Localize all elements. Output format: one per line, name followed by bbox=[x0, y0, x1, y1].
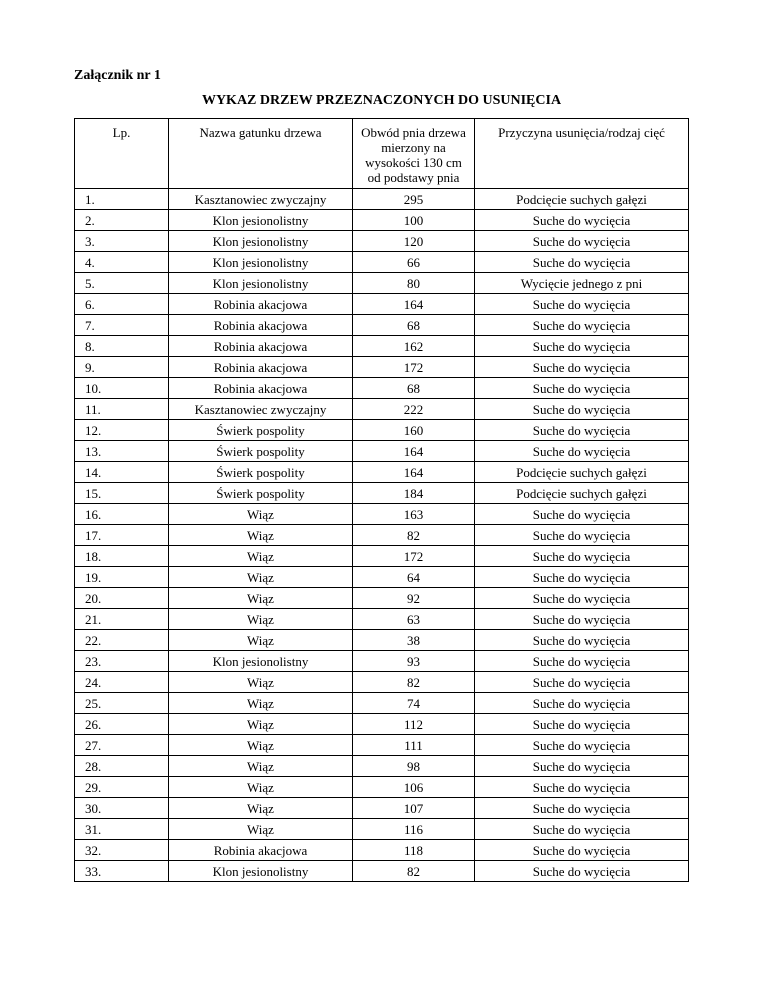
cell-reason: Suche do wycięcia bbox=[475, 651, 689, 672]
cell-species: Wiąz bbox=[169, 672, 353, 693]
cell-circumference: 172 bbox=[353, 357, 475, 378]
cell-species: Klon jesionolistny bbox=[169, 231, 353, 252]
table-row bbox=[75, 504, 689, 525]
table-row bbox=[75, 357, 689, 378]
cell-lp: 5. bbox=[75, 273, 169, 294]
cell-species: Robinia akacjowa bbox=[169, 378, 353, 399]
cell-species: Wiąz bbox=[169, 798, 353, 819]
cell-lp: 3. bbox=[75, 231, 169, 252]
table-header-row bbox=[75, 119, 689, 189]
cell-reason: Podcięcie suchych gałęzi bbox=[475, 189, 689, 210]
cell-lp: 33. bbox=[75, 861, 169, 882]
table-row bbox=[75, 798, 689, 819]
table-row bbox=[75, 231, 689, 252]
cell-species: Robinia akacjowa bbox=[169, 294, 353, 315]
cell-lp: 25. bbox=[75, 693, 169, 714]
cell-lp: 24. bbox=[75, 672, 169, 693]
table-row bbox=[75, 588, 689, 609]
cell-circumference: 120 bbox=[353, 231, 475, 252]
cell-reason: Suche do wycięcia bbox=[475, 441, 689, 462]
table-row bbox=[75, 252, 689, 273]
table-row bbox=[75, 630, 689, 651]
column-header-lp: Lp. bbox=[75, 119, 169, 189]
cell-lp: 28. bbox=[75, 756, 169, 777]
cell-species: Wiąz bbox=[169, 609, 353, 630]
cell-reason: Podcięcie suchych gałęzi bbox=[475, 462, 689, 483]
cell-lp: 29. bbox=[75, 777, 169, 798]
cell-lp: 7. bbox=[75, 315, 169, 336]
table-row bbox=[75, 567, 689, 588]
cell-circumference: 66 bbox=[353, 252, 475, 273]
cell-circumference: 106 bbox=[353, 777, 475, 798]
cell-lp: 26. bbox=[75, 714, 169, 735]
table-row bbox=[75, 756, 689, 777]
cell-circumference: 164 bbox=[353, 441, 475, 462]
cell-circumference: 162 bbox=[353, 336, 475, 357]
table-row bbox=[75, 651, 689, 672]
cell-reason: Suche do wycięcia bbox=[475, 399, 689, 420]
cell-circumference: 118 bbox=[353, 840, 475, 861]
cell-circumference: 82 bbox=[353, 672, 475, 693]
cell-lp: 27. bbox=[75, 735, 169, 756]
cell-circumference: 64 bbox=[353, 567, 475, 588]
cell-species: Świerk pospolity bbox=[169, 483, 353, 504]
cell-lp: 1. bbox=[75, 189, 169, 210]
cell-lp: 31. bbox=[75, 819, 169, 840]
cell-species: Kasztanowiec zwyczajny bbox=[169, 399, 353, 420]
cell-reason: Suche do wycięcia bbox=[475, 714, 689, 735]
document-title: WYKAZ DRZEW PRZEZNACZONYCH DO USUNIĘCIA bbox=[201, 93, 562, 108]
cell-reason: Suche do wycięcia bbox=[475, 777, 689, 798]
cell-species: Klon jesionolistny bbox=[169, 651, 353, 672]
cell-lp: 10. bbox=[75, 378, 169, 399]
cell-species: Świerk pospolity bbox=[169, 441, 353, 462]
cell-lp: 16. bbox=[75, 504, 169, 525]
cell-reason: Suche do wycięcia bbox=[475, 861, 689, 882]
cell-circumference: 112 bbox=[353, 714, 475, 735]
table-row bbox=[75, 441, 689, 462]
cell-species: Robinia akacjowa bbox=[169, 336, 353, 357]
cell-reason: Suche do wycięcia bbox=[475, 567, 689, 588]
cell-reason: Suche do wycięcia bbox=[475, 378, 689, 399]
cell-species: Klon jesionolistny bbox=[169, 252, 353, 273]
cell-circumference: 100 bbox=[353, 210, 475, 231]
table-row bbox=[75, 672, 689, 693]
cell-circumference: 82 bbox=[353, 861, 475, 882]
cell-lp: 18. bbox=[75, 546, 169, 567]
cell-species: Wiąz bbox=[169, 525, 353, 546]
column-header-reason: Przyczyna usunięcia/rodzaj cięć bbox=[475, 119, 689, 189]
column-header-circumference: Obwód pnia drzewa mierzony na wysokości 130 cm od podstawy pnia bbox=[353, 119, 475, 189]
cell-reason: Suche do wycięcia bbox=[475, 735, 689, 756]
table-row bbox=[75, 420, 689, 441]
table-row bbox=[75, 462, 689, 483]
cell-circumference: 163 bbox=[353, 504, 475, 525]
cell-circumference: 222 bbox=[353, 399, 475, 420]
table-row bbox=[75, 315, 689, 336]
cell-lp: 21. bbox=[75, 609, 169, 630]
cell-species: Wiąz bbox=[169, 504, 353, 525]
cell-species: Wiąz bbox=[169, 735, 353, 756]
cell-reason: Suche do wycięcia bbox=[475, 693, 689, 714]
table-row bbox=[75, 693, 689, 714]
cell-circumference: 107 bbox=[353, 798, 475, 819]
table-row bbox=[75, 189, 689, 210]
table-row bbox=[75, 609, 689, 630]
cell-reason: Suche do wycięcia bbox=[475, 672, 689, 693]
table-row bbox=[75, 336, 689, 357]
cell-circumference: 164 bbox=[353, 462, 475, 483]
cell-circumference: 164 bbox=[353, 294, 475, 315]
attachment-label: Załącznik nr 1 bbox=[74, 68, 161, 83]
table-row bbox=[75, 378, 689, 399]
cell-lp: 23. bbox=[75, 651, 169, 672]
table-row bbox=[75, 777, 689, 798]
cell-lp: 6. bbox=[75, 294, 169, 315]
cell-reason: Suche do wycięcia bbox=[475, 546, 689, 567]
cell-species: Świerk pospolity bbox=[169, 420, 353, 441]
cell-circumference: 184 bbox=[353, 483, 475, 504]
cell-lp: 13. bbox=[75, 441, 169, 462]
table-row bbox=[75, 714, 689, 735]
cell-species: Klon jesionolistny bbox=[169, 273, 353, 294]
cell-reason: Suche do wycięcia bbox=[475, 819, 689, 840]
cell-reason: Suche do wycięcia bbox=[475, 630, 689, 651]
cell-lp: 8. bbox=[75, 336, 169, 357]
cell-species: Wiąz bbox=[169, 630, 353, 651]
cell-lp: 9. bbox=[75, 357, 169, 378]
cell-reason: Suche do wycięcia bbox=[475, 798, 689, 819]
cell-species: Wiąz bbox=[169, 567, 353, 588]
cell-circumference: 98 bbox=[353, 756, 475, 777]
cell-lp: 19. bbox=[75, 567, 169, 588]
cell-circumference: 93 bbox=[353, 651, 475, 672]
cell-reason: Suche do wycięcia bbox=[475, 357, 689, 378]
cell-species: Wiąz bbox=[169, 714, 353, 735]
cell-lp: 14. bbox=[75, 462, 169, 483]
cell-reason: Wycięcie jednego z pni bbox=[475, 273, 689, 294]
table-row bbox=[75, 819, 689, 840]
cell-reason: Suche do wycięcia bbox=[475, 210, 689, 231]
cell-species: Kasztanowiec zwyczajny bbox=[169, 189, 353, 210]
table-row bbox=[75, 840, 689, 861]
trees-table bbox=[74, 118, 689, 882]
cell-reason: Suche do wycięcia bbox=[475, 756, 689, 777]
cell-reason: Suche do wycięcia bbox=[475, 525, 689, 546]
cell-species: Klon jesionolistny bbox=[169, 861, 353, 882]
cell-lp: 30. bbox=[75, 798, 169, 819]
cell-species: Wiąz bbox=[169, 777, 353, 798]
cell-reason: Suche do wycięcia bbox=[475, 336, 689, 357]
cell-circumference: 82 bbox=[353, 525, 475, 546]
cell-lp: 12. bbox=[75, 420, 169, 441]
cell-lp: 17. bbox=[75, 525, 169, 546]
cell-circumference: 38 bbox=[353, 630, 475, 651]
cell-lp: 11. bbox=[75, 399, 169, 420]
cell-reason: Suche do wycięcia bbox=[475, 252, 689, 273]
cell-species: Wiąz bbox=[169, 588, 353, 609]
cell-reason: Suche do wycięcia bbox=[475, 315, 689, 336]
cell-circumference: 116 bbox=[353, 819, 475, 840]
table-row bbox=[75, 210, 689, 231]
cell-circumference: 160 bbox=[353, 420, 475, 441]
cell-circumference: 111 bbox=[353, 735, 475, 756]
cell-circumference: 92 bbox=[353, 588, 475, 609]
table-row bbox=[75, 735, 689, 756]
cell-reason: Podcięcie suchych gałęzi bbox=[475, 483, 689, 504]
cell-lp: 4. bbox=[75, 252, 169, 273]
cell-species: Robinia akacjowa bbox=[169, 357, 353, 378]
table-row bbox=[75, 273, 689, 294]
cell-lp: 32. bbox=[75, 840, 169, 861]
cell-circumference: 68 bbox=[353, 315, 475, 336]
cell-species: Robinia akacjowa bbox=[169, 315, 353, 336]
cell-reason: Suche do wycięcia bbox=[475, 609, 689, 630]
cell-species: Wiąz bbox=[169, 546, 353, 567]
column-header-species: Nazwa gatunku drzewa bbox=[169, 119, 353, 189]
table-body bbox=[75, 189, 689, 882]
cell-species: Świerk pospolity bbox=[169, 462, 353, 483]
cell-reason: Suche do wycięcia bbox=[475, 588, 689, 609]
table-row bbox=[75, 861, 689, 882]
table-row bbox=[75, 546, 689, 567]
table-row bbox=[75, 294, 689, 315]
cell-circumference: 80 bbox=[353, 273, 475, 294]
cell-circumference: 68 bbox=[353, 378, 475, 399]
cell-circumference: 172 bbox=[353, 546, 475, 567]
cell-species: Robinia akacjowa bbox=[169, 840, 353, 861]
cell-circumference: 63 bbox=[353, 609, 475, 630]
table-row bbox=[75, 399, 689, 420]
table-row bbox=[75, 483, 689, 504]
cell-circumference: 295 bbox=[353, 189, 475, 210]
cell-lp: 22. bbox=[75, 630, 169, 651]
cell-lp: 15. bbox=[75, 483, 169, 504]
cell-reason: Suche do wycięcia bbox=[475, 840, 689, 861]
table-row bbox=[75, 525, 689, 546]
cell-lp: 2. bbox=[75, 210, 169, 231]
cell-reason: Suche do wycięcia bbox=[475, 420, 689, 441]
cell-species: Klon jesionolistny bbox=[169, 210, 353, 231]
cell-species: Wiąz bbox=[169, 756, 353, 777]
cell-circumference: 74 bbox=[353, 693, 475, 714]
cell-species: Wiąz bbox=[169, 693, 353, 714]
cell-lp: 20. bbox=[75, 588, 169, 609]
cell-reason: Suche do wycięcia bbox=[475, 294, 689, 315]
cell-reason: Suche do wycięcia bbox=[475, 231, 689, 252]
cell-reason: Suche do wycięcia bbox=[475, 504, 689, 525]
cell-species: Wiąz bbox=[169, 819, 353, 840]
